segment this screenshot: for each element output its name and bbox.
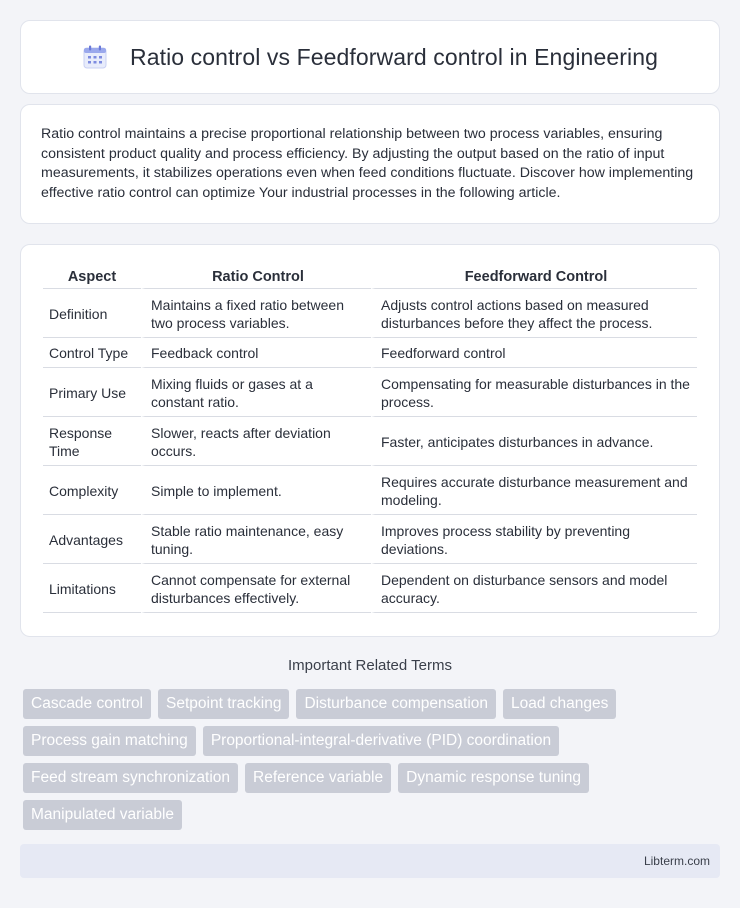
table-cell: Stable ratio maintenance, easy tuning. xyxy=(141,515,371,564)
comparison-table-card xyxy=(20,244,720,637)
table-cell: Maintains a fixed ratio between two process variables. xyxy=(141,289,371,338)
related-terms-heading: Important Related Terms xyxy=(288,657,452,674)
table-cell: Simple to implement. xyxy=(141,466,371,515)
table-cell: Advantages xyxy=(43,515,141,564)
table-cell: Adjusts control actions based on measured disturbances before they affect the process. xyxy=(371,289,697,338)
related-term-tag[interactable]: Dynamic response tuning xyxy=(398,763,589,793)
related-term-tag[interactable]: Reference variable xyxy=(245,763,391,793)
table-cell: Mixing fluids or gases at a constant ratio. xyxy=(141,368,371,417)
table-row xyxy=(43,564,697,613)
table-cell: Complexity xyxy=(43,466,141,515)
table-cell: Cannot compensate for external disturbances effectively. xyxy=(141,564,371,613)
related-term-tag[interactable]: Setpoint tracking xyxy=(158,689,289,719)
page-title: Ratio control vs Feedforward control in Engineering xyxy=(130,43,658,70)
footer-site-link[interactable]: Libterm.com xyxy=(643,854,710,868)
table-cell: Faster, anticipates disturbances in advance. xyxy=(371,417,697,466)
calendar-grid-icon xyxy=(82,44,108,70)
related-term-tag[interactable]: Cascade control xyxy=(23,689,151,719)
table-cell: Limitations xyxy=(43,564,141,613)
table-cell: Slower, reacts after deviation occurs. xyxy=(141,417,371,466)
related-term-tag[interactable]: Manipulated variable xyxy=(23,800,182,830)
related-term-tag[interactable]: Feed stream synchronization xyxy=(23,763,238,793)
related-term-tag[interactable]: Process gain matching xyxy=(23,726,196,756)
intro-card xyxy=(20,104,720,224)
table-row xyxy=(43,515,697,564)
related-term-tag[interactable]: Proportional-integral-derivative (PID) coordination xyxy=(203,726,559,756)
intro-text: Ratio control maintains a precise proportional relationship between two process variables, ensuring consistent product quality and process efficiency. By adjusting the output based on the ratio of input measurements, it stabilizes operations even when feed conditions fluctuate. Discover how implementing effective ratio control can optimize Your industrial processes in the following article. xyxy=(41,126,694,201)
table-cell: Compensating for measurable disturbances in the process. xyxy=(371,368,697,417)
table-cell: Feedforward control xyxy=(371,338,697,368)
table-header-row xyxy=(43,265,697,289)
table-row xyxy=(43,417,697,466)
table-cell: Primary Use xyxy=(43,368,141,417)
column-header: Feedforward Control xyxy=(371,265,697,289)
table-cell: Feedback control xyxy=(141,338,371,368)
related-terms-list xyxy=(23,689,723,830)
table-cell: Dependent on disturbance sensors and model accuracy. xyxy=(371,564,697,613)
comparison-table xyxy=(43,265,697,613)
footer xyxy=(20,844,720,878)
table-cell: Control Type xyxy=(43,338,141,368)
table-cell: Requires accurate disturbance measurement and modeling. xyxy=(371,466,697,515)
related-term-tag[interactable]: Load changes xyxy=(503,689,616,719)
table-cell: Improves process stability by preventing deviations. xyxy=(371,515,697,564)
column-header: Ratio Control xyxy=(141,265,371,289)
table-row xyxy=(43,289,697,338)
table-row xyxy=(43,338,697,368)
table-cell: Response Time xyxy=(43,417,141,466)
column-header: Aspect xyxy=(43,265,141,289)
table-row xyxy=(43,466,697,515)
table-cell: Definition xyxy=(43,289,141,338)
related-term-tag[interactable]: Disturbance compensation xyxy=(296,689,496,719)
table-row xyxy=(43,368,697,417)
title-card xyxy=(20,20,720,94)
